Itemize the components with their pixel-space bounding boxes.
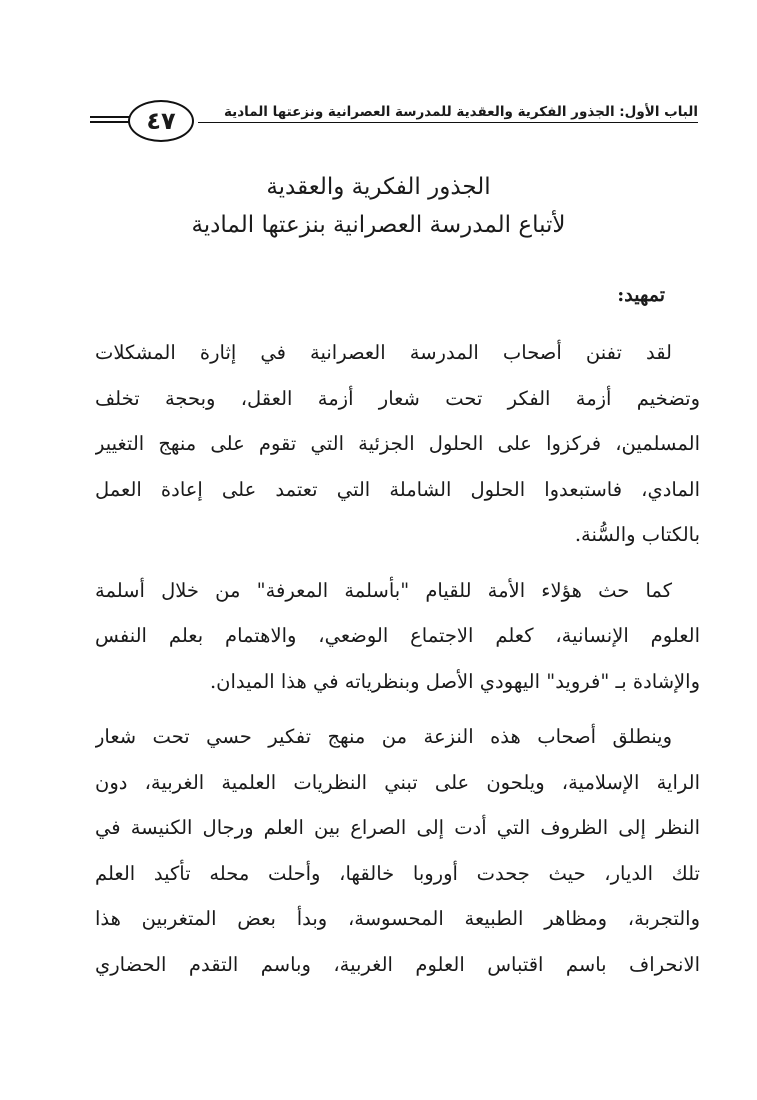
chapter-heading [100, 168, 657, 244]
body-text [95, 330, 700, 987]
paragraph-spacer [95, 558, 700, 568]
chapter-title-line-1: الجذور الفكرية والعقدية [266, 174, 491, 200]
chapter-title-line-2: لأتباع المدرسة العصرانية بنزعتها المادية [191, 212, 566, 238]
text-line: وينطلق أصحاب هذه النزعة من منهج تفكير حسي تحت شعار [95, 725, 672, 748]
page-number: ٤٧ [128, 100, 194, 142]
paragraph-1 [95, 330, 700, 558]
text-line: تلك الديار، حيث جحدت أوروبا خالقها، وأحلت محله تأكيد العلم [95, 861, 700, 885]
text-line: الراية الإسلامية، ويلحون على تبني النظريات العلمية الغربية، دون [95, 770, 700, 794]
text-line: الانحراف باسم اقتباس العلوم الغربية، وباسم التقدم الحضاري [95, 952, 700, 976]
running-title: الباب الأول: الجذور الفكرية والعقدية للمدرسة العصرانية ونزعتها المادية [198, 104, 698, 123]
text-line: والتجربة، ومظاهر الطبيعة المحسوسة، وبدأ بعض المتغربين هذا [95, 907, 700, 930]
paragraph-3 [95, 714, 700, 987]
text-line: كما حث هؤلاء الأمة للقيام "بأسلمة المعرفة" من خلال أسلمة [95, 578, 672, 602]
page-header [90, 98, 698, 148]
text-line: المسلمين، فركزوا على الحلول الجزئية التي تقوم على منهج التغيير [95, 432, 700, 455]
text-line: وتضخيم أزمة الفكر تحت شعار أزمة العقل، وبحجة تخلف [95, 386, 700, 410]
text-line: بالكتاب والسُّنة. [574, 523, 700, 546]
text-line: النظر إلى الظروف التي أدت إلى الصراع بين العلم ورجال الكنيسة في [95, 816, 700, 839]
text-line: والإشادة بـ "فرويد" اليهودي الأصل وبنظرياته في هذا الميدان. [209, 669, 700, 693]
header-rule [90, 116, 130, 118]
text-line: العلوم الإنسانية، كعلم الاجتماع الوضعي، والاهتمام بعلم النفس [95, 624, 700, 647]
text-line: لقد تفنن أصحاب المدرسة العصرانية في إثارة المشكلات [95, 341, 672, 364]
section-label: تمهيد: [617, 284, 665, 306]
paragraph-spacer [95, 704, 700, 714]
header-rule-double [90, 121, 130, 123]
text-line: المادي، فاستبعدوا الحلول الشاملة التي تعتمد على إعادة العمل [95, 477, 700, 501]
paragraph-2 [95, 568, 700, 705]
